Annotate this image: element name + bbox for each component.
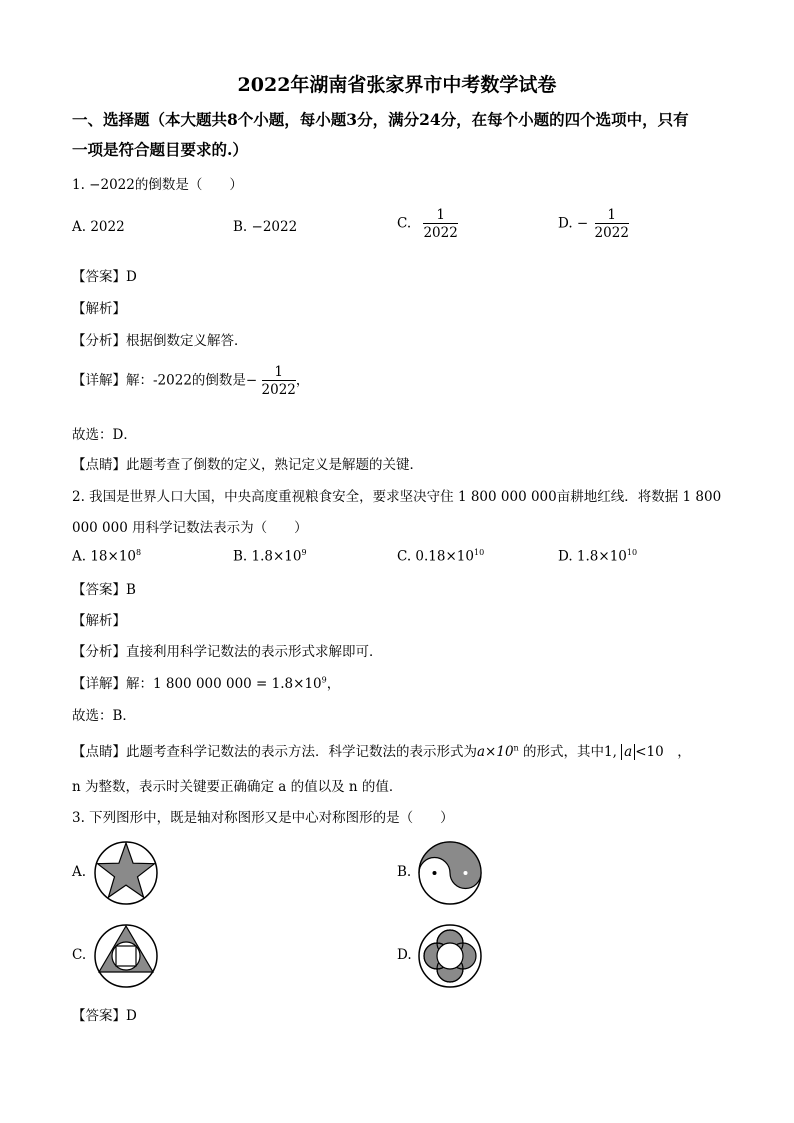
q3-option-b-label: B.	[397, 864, 412, 880]
yin-yang-figure	[416, 840, 484, 906]
exponent: 8	[136, 548, 142, 557]
exponent: 10	[473, 548, 485, 557]
q2-detail	[72, 672, 340, 692]
q1-detail-suffix: ，	[295, 372, 310, 389]
q2-option-a	[72, 548, 141, 565]
fraction-denominator: 2022	[261, 382, 296, 398]
q1-option-a: A. 2022	[72, 219, 125, 235]
exponent: 9	[301, 548, 307, 557]
q1-fenxi: 【分析】根据倒数定义解答．	[72, 333, 248, 349]
q2-dianjing-text: 【点睛】此题考查科学记数法的表示方法．科学记数法的表示形式为	[72, 744, 477, 760]
q1-guxuan: 故选：D．	[72, 427, 137, 443]
q1-option-d-label: D. −	[558, 215, 589, 232]
option-text: B. 1.8×10	[233, 548, 302, 565]
q2-answer: 【答案】B	[72, 582, 136, 598]
q1-stem: 1. −2022的倒数是（ ）	[72, 177, 243, 193]
circle-star-figure	[92, 840, 160, 906]
q2-stem-line1: 2. 我国是世界人口大国，中央高度重视粮食安全，要求坚决守住 1 800 000 000亩耕地红线．将数据 1 800	[72, 489, 722, 505]
q3-option-c-label: C.	[72, 947, 87, 963]
q2-option-b	[233, 548, 307, 565]
absolute-value	[621, 744, 635, 760]
four-petal-flower-figure	[416, 923, 484, 989]
option-text: A. 18×10	[72, 548, 136, 565]
q3-answer: 【答案】D	[72, 1008, 137, 1024]
exponent: n	[513, 743, 519, 753]
math-expression: a×10	[477, 744, 514, 760]
q2-dianjing-mid: 的形式，其中1,	[518, 744, 617, 760]
q3-option-d-label: D.	[397, 947, 412, 963]
q1-option-b: B. −2022	[233, 219, 298, 235]
q2-jiexi: 【解析】	[72, 613, 126, 629]
fraction-denominator: 2022	[594, 225, 629, 241]
q2-option-d	[558, 548, 637, 565]
q2-fenxi: 【分析】直接利用科学记数法的表示形式求解即可．	[72, 644, 383, 660]
circle-triangle-square-figure	[92, 923, 160, 989]
q1-option-c-label: C.	[397, 215, 412, 232]
q2-stem-line2: 000 000 用科学记数法表示为（ ）	[72, 520, 308, 536]
q1-detail	[72, 364, 309, 398]
page-title: 2022年湖南省张家界市中考数学试卷	[237, 74, 557, 96]
q1-option-d-fraction	[595, 207, 629, 241]
minus-sign: −	[245, 372, 258, 389]
q2-dianjing-line2: n 为整数，表示时关键要正确确定 a 的值以及 n 的值．	[72, 779, 403, 795]
math-variable: a	[624, 744, 633, 760]
q2-dianjing-end: <10 ，	[635, 744, 691, 760]
q1-detail-fraction	[262, 364, 296, 398]
q2-guxuan: 故选：B．	[72, 708, 136, 724]
option-text: C. 0.18×10	[397, 548, 474, 565]
q1-jiexi: 【解析】	[72, 301, 126, 317]
fraction-numerator: 1	[607, 207, 617, 223]
q2-detail-suffix: ，	[326, 676, 341, 692]
q1-dianjing: 【点睛】此题考查了倒数的定义，熟记定义是解题的关键．	[72, 457, 423, 473]
q2-dianjing-line1	[72, 740, 691, 760]
q1-answer: 【答案】D	[72, 269, 137, 285]
q2-detail-text: 【详解】解：1 800 000 000 = 1.8×10	[72, 676, 322, 692]
fraction-numerator: 1	[436, 207, 445, 223]
q1-option-c-fraction	[423, 207, 457, 241]
q1-option-c	[397, 207, 458, 241]
fraction-denominator: 2022	[423, 225, 458, 241]
q1-detail-text: 【详解】解：-2022的倒数是	[72, 372, 246, 389]
q3-stem: 3. 下列图形中，既是轴对称图形又是中心对称图形的是（ ）	[72, 810, 454, 826]
q3-option-a-label: A.	[72, 864, 87, 880]
section-heading-line2: 一项是符合题目要求的.）	[72, 140, 248, 159]
section-heading-line1: 一、选择题（本大题共8个小题，每小题3分，满分24分，在每个小题的四个选项中，只有	[72, 110, 689, 129]
fraction-numerator: 1	[274, 364, 283, 380]
q1-option-d	[558, 207, 629, 241]
option-text: D. 1.8×10	[558, 548, 627, 565]
exponent: 9	[321, 675, 327, 685]
q2-option-c	[397, 548, 484, 565]
exponent: 10	[626, 548, 638, 557]
